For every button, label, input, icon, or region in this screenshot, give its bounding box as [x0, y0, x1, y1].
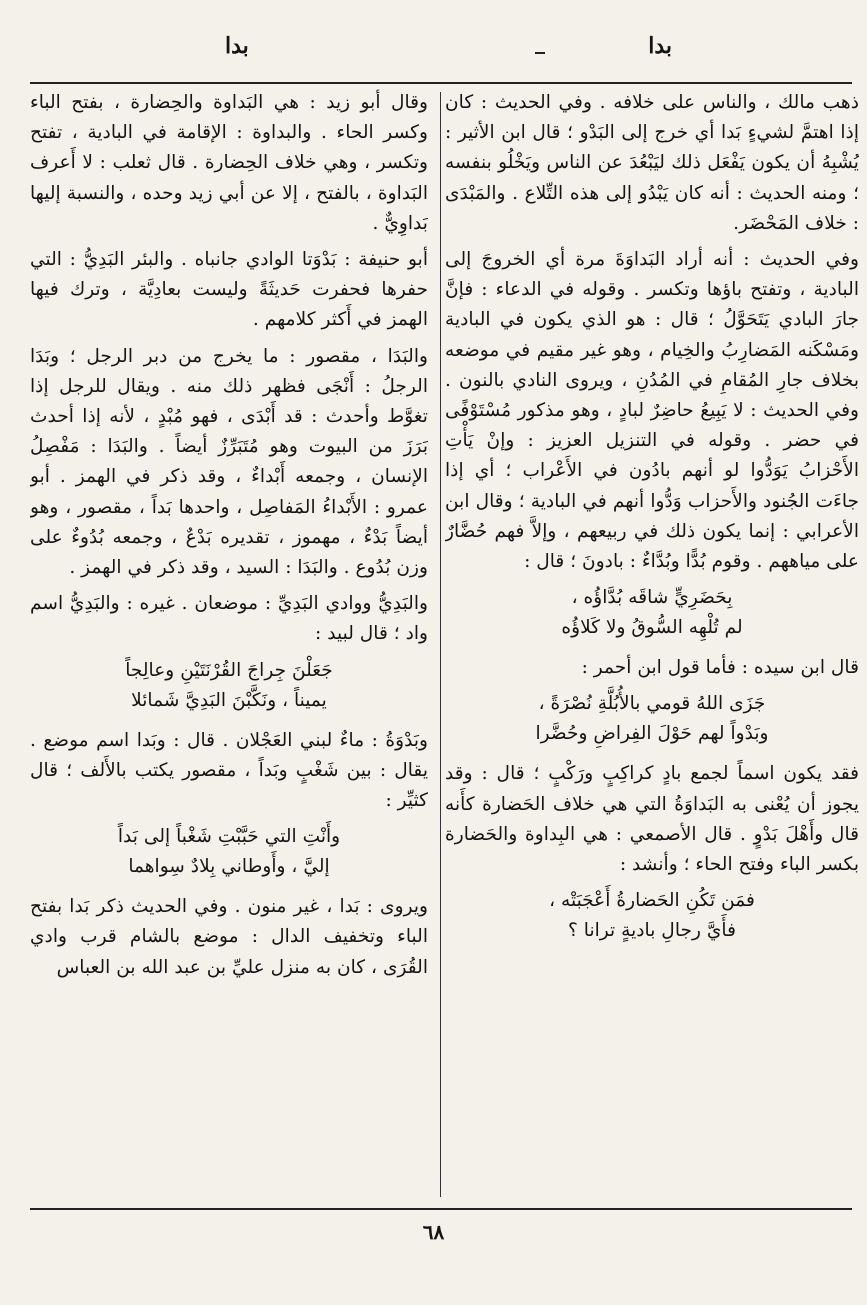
verse-line: وبَدْواً لهم حَوْلَ الفِراضِ وحُضَّرا [535, 723, 769, 745]
verse-line: فمَن تَكُنِ الحَضارةُ أَعْجَبَتْه ، [549, 890, 755, 912]
left-paragraph-6: ويروى : بَدا ، غير منون . وفي الحديث ذكر بَدا بفتح الباء وتخفيف الدال : موضع بالشام قرب وادي القُرَى ، كان به منزل عليِّ بن عبد الله بن العباس [30, 896, 428, 978]
right-paragraph-3: قال ابن سيده : فأما قول ابن أحمر : [581, 657, 859, 679]
right-verse-1 [445, 583, 859, 643]
left-paragraph-3: والبَدَا ، مقصور : ما يخرج من دبر الرجل ؛ وبَدَا الرجلُ : أَنْجَى فظهر ذلك منه . ويقال للرجل إذا تغوَّط وأحدث : قد أَبْدَى ، فهو مُبْدٍ ، لأنه إذا أحدث بَرَزَ من البيوت وهو مُتَبَرِّزٌ أيضاً . والبَدَا : مَفْصِلُ الإنسان ، وجمعه أَبْداءٌ ، وقد ذكر في الهمز . أبو عمرو : الأَبْداءُ المَفاصِل ، واحدها بَداً ، مقصور ، وهو أيضاً بَدْءٌ ، مهموز ، تقديره بَدْعٌ ، وجمعه بُدُوءٌ على وزن بُدُوع . والبَدَا : السيد ، وقد ذكر في الهمز . [30, 345, 428, 579]
right-column [445, 88, 859, 1203]
header-left-keyword: بدا [225, 33, 249, 59]
right-verse-2 [445, 689, 859, 749]
bottom-rule [30, 1208, 852, 1210]
left-paragraph-2: أبو حنيفة : بَدْوَتا الوادي جانباه . والبئر البَدِيُّ : التي حفرها فحفرت حَديثَةً وليست بعادِيَّة ، وترك فيها الهمز في أَكثر كلامهم . [30, 249, 428, 331]
left-column [30, 88, 428, 1203]
right-verse-3 [445, 886, 859, 946]
verse-line: فأَيَّ رجالِ باديةٍ ترانا ؟ [568, 920, 736, 942]
header-dash [535, 52, 545, 54]
verse-line: بِحَضَرِيٍّ شاقَه بُدَّاؤُه ، [571, 587, 733, 609]
left-paragraph-5: وبَدْوَةُ : ماءٌ لبني العَجْلان . قال : وبَدا اسم موضع . يقال : بين شَغْبٍ وبَداً ، مقصور يكتب بالأَلف ؛ قال كثيِّر : [30, 729, 428, 812]
left-paragraph-1: وقال أبو زيد : هي البَداوة والحِضارة ، بفتح الباء وكسر الحاء . والبداوة : الإقامة في البادية ، تفتح وتكسر ، وهي خلاف الحِضارة . قال ثعلب : لا أَعرف البَداوة ، بالفتح ، إلا عن أبي زيد وحده ، والنسبة إليها بَداوِيٌّ . [30, 92, 428, 234]
verse-line: جَعَلْنَ جِراجَ القُرْنَتَيْنِ وعالِجاً [125, 659, 333, 681]
verse-line: جَزَى اللهُ قومي بالأُبُلَّةِ نُصْرَةً ، [538, 693, 766, 715]
verse-line: يميناً ، ونَكَّبْنَ البَدِيَّ شَمائلا [131, 689, 327, 711]
verse-line: وأَنْتِ التي حَبَّبْتِ شَغْباً إلى بَداً [117, 826, 341, 848]
top-rule [30, 82, 852, 84]
right-paragraph-2: وفي الحديث : أنه أراد البَداوَةَ مرة أي الخروجَ إلى البادية ، وتفتح باؤها وتكسر . وقوله في الدعاء : فإنَّ جارَ البادي يَتَحَوَّلُ ؛ قال : هو الذي يكون في البادية ومَسْكَنه المَضارِبُ والخِيام ، وهو غير مقيم في موضعه بخلاف جارِ المُقامِ في المُدُنِ ، ويروى النادي بالنون . وفي الحديث : لا يَبِيعُ حاضِرٌ لبادٍ ، وهو مذكور مُسْتَوْفًى في حضر . وقوله في التنزيل العزيز : وإنْ يَأْتِ الأَحْزابُ يَوَدُّوا لو أنهم بادُون في الأَعْراب ؛ أي إذا جاءَت الجُنود والأَحزاب وَدُّوا أنهم في البادية ؛ وقال ابن الأعرابي : إنما يكون ذلك في ربيعهم ، وإلاَّ فهم حُضَّارٌ على مياههم . وقوم بُدًّا وبُدَّاءٌ : بادونَ ؛ قال : [445, 249, 859, 573]
header-right-keyword: بدا [648, 33, 672, 59]
verse-line: إليَّ ، وأَوطاني بِلادٌ سِواهما [128, 856, 330, 878]
left-verse-1 [30, 656, 428, 716]
right-paragraph-4: فقد يكون اسماً لجمع بادٍ كراكِبٍ ورَكْبٍ ؛ قال : وقد يجوز أن يُعْنى به البَداوَةُ التي هي خلاف الحَضارة كأَنه قال وأَهْلَ بَدْوٍ . قال الأصمعي : هي البِداوة والحَضارة بكسر الباء وفتح الحاء ؛ وأنشد : [445, 763, 859, 876]
left-paragraph-4: والبَدِيُّ ووادي البَدِيِّ : موضعان . غيره : والبَدِيُّ اسم واد ؛ قال لبيد : [30, 593, 428, 645]
right-paragraph-1: ذهب مالك ، والناس على خلافه . وفي الحديث : كان إذا اهتمَّ لشيءٍ بَدا أي خرج إلى البَدْو ؛ قال ابن الأثير : يُشْبِهُ أن يكون يَفْعَل ذلك ليَبْعُدَ عن الناس ويَخْلُو بنفسه ؛ ومنه الحديث : أنه كان يَبْدُو إلى هذه التِّلاع . والمَبْدَى : خلاف المَحْضَر. [445, 92, 859, 234]
column-divider [440, 92, 441, 1197]
page-number: ٦٨ [422, 1220, 445, 1244]
left-verse-2 [30, 822, 428, 882]
verse-line: لم تُلْهِه السُّوقُ ولا كَلاؤُه [561, 617, 743, 639]
